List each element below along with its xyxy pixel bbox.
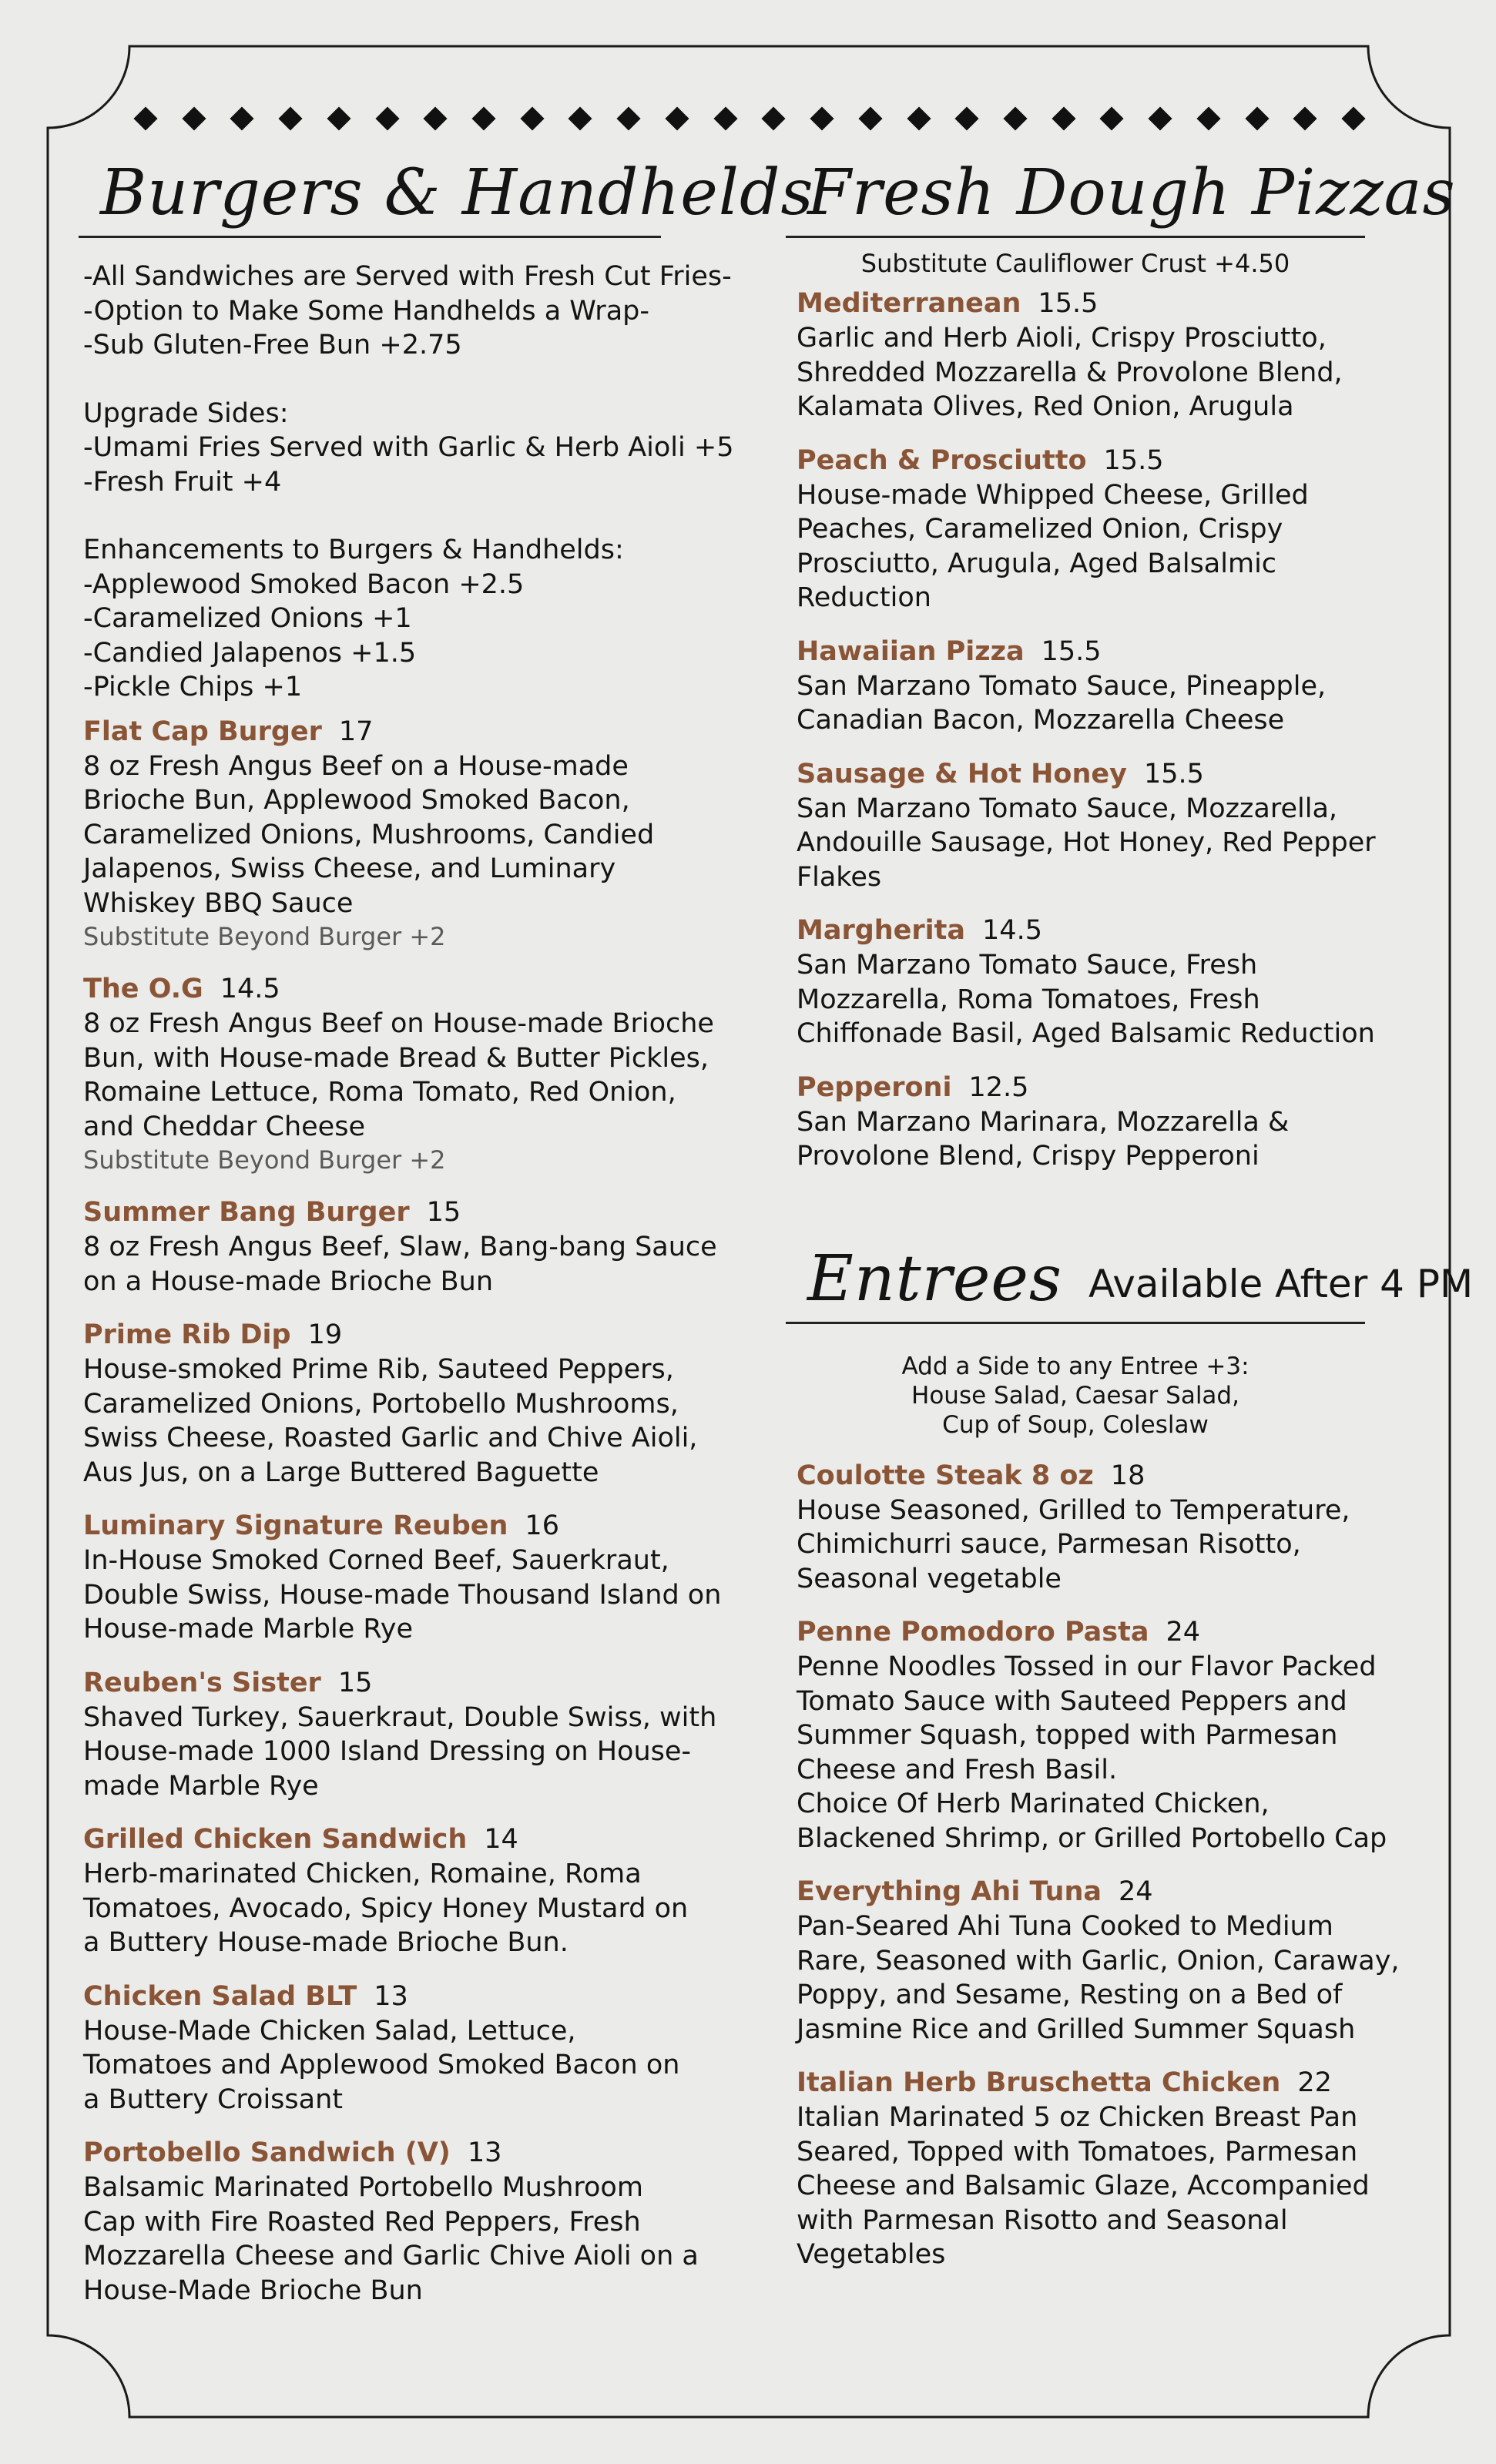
menu-item-name: Everything Ahi Tuna [797,1876,1102,1907]
diamond-border-row [137,106,1362,131]
menu-item-heading [83,971,761,1007]
menu-item-name: Margherita [797,915,966,946]
upgrade-option: -Umami Fries Served with Garlic & Herb Aioli +5 [83,432,734,463]
menu-item-name: Sausage & Hot Honey [797,758,1127,789]
menu-item-description: Shaved Turkey, Sauerkraut, Double Swiss, with House-made 1000 Island Dressing on House- made Marble Rye [83,1701,717,1802]
menu-item-heading [83,1822,761,1857]
menu-item [797,2065,1436,2272]
pizzas-title: Fresh Dough Pizzas [807,156,1456,230]
menu-item-price: 24 [1166,1617,1201,1648]
menu-item [797,634,1436,738]
menu-item-name: Mediterranean [797,288,1021,319]
menu-item-heading [797,1458,1436,1493]
menu-item [797,1874,1436,2047]
menu-item-name: Portobello Sandwich (V) [83,2137,451,2168]
menu-item [83,1665,761,1804]
menu-item-description: San Marzano Marinara, Mozzarella & Provolone Blend, Crispy Pepperoni [797,1106,1290,1172]
diamond-ornament [424,106,448,130]
burgers-note: -All Sandwiches are Served with Fresh Cut Fries- [83,261,732,292]
enhancement-option: -Applewood Smoked Bacon +2.5 [83,568,525,600]
menu-item-description: House Seasoned, Grilled to Temperature, Chimichurri sauce, Parmesan Risotto, Seasonal vegetable [797,1494,1350,1594]
menu-item-description: House-made Whipped Cheese, Grilled Peaches, Caramelized Onion, Crispy Prosciutto, Arugula, Aged Balsalmic Reduction [797,479,1309,613]
menu-item-description: 8 oz Fresh Angus Beef, Slaw, Bang-bang Sauce on a House-made Brioche Bun [83,1232,717,1297]
entree-side-note [786,1352,1365,1440]
diamond-ornament [1052,106,1075,130]
menu-item-name: Grilled Chicken Sandwich [83,1824,468,1855]
menu-item-name: Flat Cap Burger [83,716,322,747]
menu-item [797,286,1436,424]
diamond-ornament [713,106,737,130]
diamond-ornament [762,106,786,130]
pizzas-title-rule [786,156,1456,238]
menu-item-heading [797,913,1436,948]
menu-item-heading [797,1070,1436,1105]
enhancements [83,533,761,705]
menu-item-heading [83,2135,761,2171]
burgers-note: -Option to Make Some Handhelds a Wrap- [83,295,649,327]
menu-item-price: 15 [426,1197,461,1228]
burgers-section [83,156,814,2308]
menu-item-heading [797,634,1436,669]
menu-item-price: 19 [307,1319,343,1350]
menu-item-price: 15 [337,1667,373,1698]
menu-item-price: 13 [467,2137,502,2168]
menu-item-price: 15.5 [1103,444,1164,476]
entrees-subtitle: Available After 4 PM [1088,1261,1474,1306]
upgrade-sides-title: Upgrade Sides: [83,397,289,429]
menu-item-description: Penne Noodles Tossed in our Flavor Packed Tomato Sauce with Sauteed Peppers and Summer Squash, topped with Parmesan Cheese and Fresh Basil. Choice Of Herb Marinated Chicken, Blackened Shrimp, or Grilled Portobello Cap [797,1651,1387,1854]
menu-item-heading [83,1195,761,1230]
entrees-list [797,1458,1436,2272]
menu-item [83,2135,761,2308]
diamond-ornament [1100,106,1124,130]
menu-item-price: 14 [484,1824,518,1855]
menu-item-name: Chicken Salad BLT [83,1980,357,2012]
menu-item-description: San Marzano Tomato Sauce, Mozzarella, Andouille Sausage, Hot Honey, Red Pepper Flakes [797,793,1376,893]
diamond-ornament [375,106,399,130]
menu-item [83,971,761,1176]
menu-item-description: Balsamic Marinated Portobello Mushroom Cap with Fire Roasted Red Peppers, Fresh Mozzarella Cheese and Garlic Chive Aioli on a House-Made Brioche Bun [83,2172,699,2306]
menu-item-substitute-note: Substitute Beyond Burger +2 [83,1145,446,1175]
menu-item-description: Herb-marinated Chicken, Romaine, Roma Tomatoes, Avocado, Spicy Honey Mustard on a Buttery House-made Brioche Bun. [83,1859,689,1958]
menu-item-name: Pepperoni [797,1071,952,1103]
menu-item [797,913,1436,1051]
diamond-ornament [1341,106,1365,130]
menu-item [83,1508,761,1647]
menu-item [797,1458,1436,1597]
menu-item [83,1979,761,2117]
menu-item-price: 24 [1119,1876,1153,1907]
burgers-title: Burgers & Handhelds [100,156,814,230]
burgers-note: -Sub Gluten-Free Bun +2.75 [83,330,462,360]
diamond-ornament [1149,106,1172,130]
menu-item-name: Coulotte Steak 8 oz [797,1460,1094,1491]
menu-item-heading [797,286,1436,321]
menu-item-heading [83,714,761,749]
menu-item [797,1614,1436,1856]
entree-side-note-line: House Salad, Caesar Salad, [911,1381,1239,1410]
menu-item-name: Luminary Signature Reuben [83,1510,508,1541]
menu-item-price: 14.5 [220,974,280,1004]
pizzas-section [797,156,1474,2272]
menu-item-price: 22 [1297,2067,1332,2098]
menu-item-description: Garlic and Herb Aioli, Crispy Prosciutto, Shredded Mozzarella & Provolone Blend, Kalamata Olives, Red Onion, Arugula [797,323,1343,422]
entree-side-note-line: Cup of Soup, Coleslaw [942,1410,1209,1439]
menu-item-heading [797,2065,1436,2100]
menu-item-name: Summer Bang Burger [83,1197,410,1228]
enhancements-title: Enhancements to Burgers & Handhelds: [83,535,624,565]
entree-side-note-line: Add a Side to any Entree +3: [901,1352,1249,1380]
menu-item-description: House-Made Chicken Salad, Lettuce, Tomatoes and Applewood Smoked Bacon on a Buttery Croissant [83,2015,680,2115]
menu-item-heading [83,1979,761,2014]
menu-item-description: House-smoked Prime Rib, Sauteed Peppers, Caramelized Onions, Portobello Mushrooms, Swiss Cheese, Roasted Garlic and Chive Aioli, Aus Jus, on a Large Buttered Baguette [83,1354,698,1488]
menu-item [83,1195,761,1299]
menu-item-name: Reuben's Sister [83,1667,321,1698]
menu-item-description: 8 oz Fresh Angus Beef on House-made Brioche Bun, with House-made Bread & Butter Pickles, Romaine Lettuce, Roma Tomato, Red Onion, and Cheddar Cheese [83,1008,714,1142]
menu-item-name: Hawaiian Pizza [797,635,1025,667]
menu-item-heading [797,1614,1436,1650]
menu-item-price: 15.5 [1038,288,1099,319]
menu-item-name: Italian Herb Bruschetta Chicken [797,2067,1281,2098]
diamond-ornament [1003,106,1027,130]
diamond-ornament [665,106,689,130]
pizzas-list [797,286,1436,1174]
menu-item [83,714,761,954]
diamond-ornament [182,106,206,130]
diamond-ornament [955,106,979,130]
diamond-ornament [1245,106,1269,130]
cauliflower-crust-note: Substitute Cauliflower Crust +4.50 [860,249,1290,278]
menu-item-price: 18 [1110,1460,1145,1491]
menu-item [83,1317,761,1490]
burgers-list [83,714,761,2308]
menu-item-description: San Marzano Tomato Sauce, Fresh Mozzarella, Roma Tomatoes, Fresh Chiffonade Basil, Aged Balsamic Reduction [797,950,1375,1049]
enhancement-option: -Candied Jalapenos +1.5 [83,637,417,669]
diamond-ornament [810,106,834,130]
menu-item [797,443,1436,615]
menu-item-price: 16 [525,1510,559,1541]
menu-item-heading [83,1665,761,1701]
diamond-ornament [230,106,254,130]
menu-item-heading [83,1317,761,1353]
menu-item-description: San Marzano Tomato Sauce, Pineapple, Canadian Bacon, Mozzarella Cheese [797,670,1327,736]
menu-item-price: 15.5 [1143,758,1204,789]
menu-item-heading [83,1508,761,1544]
burgers-notes [83,260,761,363]
diamond-ornament [858,106,882,130]
diamond-ornament [327,106,351,130]
diamond-ornament [1196,106,1220,130]
diamond-ornament [617,106,641,130]
menu-item-description: Pan-Seared Ahi Tuna Cooked to Medium Rare, Seasoned with Garlic, Onion, Caraway, Poppy, and Sesame, Resting on a Bed of Jasmine Rice and Grilled Summer Squash [797,1911,1400,2045]
enhancement-option: -Pickle Chips +1 [83,672,303,702]
entrees-title-rule [786,1242,1474,1324]
diamond-ornament [907,106,931,130]
menu-item-price: 15.5 [1041,635,1102,667]
diamond-ornament [279,106,303,130]
menu-item-description: In-House Smoked Corned Beef, Sauerkraut, Double Swiss, House-made Thousand Island on House-made Marble Rye [83,1545,722,1644]
menu-item [797,756,1436,895]
menu-item-name: Prime Rib Dip [83,1319,291,1350]
menu-item-price: 12.5 [968,1071,1029,1103]
menu-item-name: Peach & Prosciutto [797,444,1087,476]
menu-item [83,1822,761,1960]
menu-item-description: Italian Marinated 5 oz Chicken Breast Pan Seared, Topped with Tomatoes, Parmesan Cheese and Balsamic Glaze, Accompanied with Parmesan Risotto and Seasonal Vegetables [797,2102,1370,2270]
menu-item-heading [797,756,1436,792]
menu-item-price: 13 [374,1980,408,2012]
diamond-ornament [569,106,592,130]
menu-item-name: Penne Pomodoro Pasta [797,1617,1149,1648]
entrees-title: Entrees [807,1242,1062,1316]
menu-item-heading [797,1874,1436,1909]
enhancement-option: -Caramelized Onions +1 [83,603,412,634]
menu-item [797,1070,1436,1174]
menu-item-price: 14.5 [982,915,1042,946]
menu-item-price: 17 [338,716,374,747]
diamond-ornament [471,106,495,130]
menu-item-substitute-note: Substitute Beyond Burger +2 [83,922,446,951]
upgrade-option: -Fresh Fruit +4 [83,466,282,498]
burgers-title-rule [79,156,814,238]
diamond-ornament [1293,106,1317,130]
menu-item-heading [797,443,1436,478]
diamond-ornament [133,106,157,130]
diamond-ornament [520,106,544,130]
menu-item-name: The O.G [83,974,203,1004]
menu-item-description: 8 oz Fresh Angus Beef on a House-made Brioche Bun, Applewood Smoked Bacon, Caramelized Onions, Mushrooms, Candied Jalapenos, Swiss Cheese, and Luminary Whiskey BBQ Sauce [83,750,655,919]
upgrade-sides [83,397,761,500]
